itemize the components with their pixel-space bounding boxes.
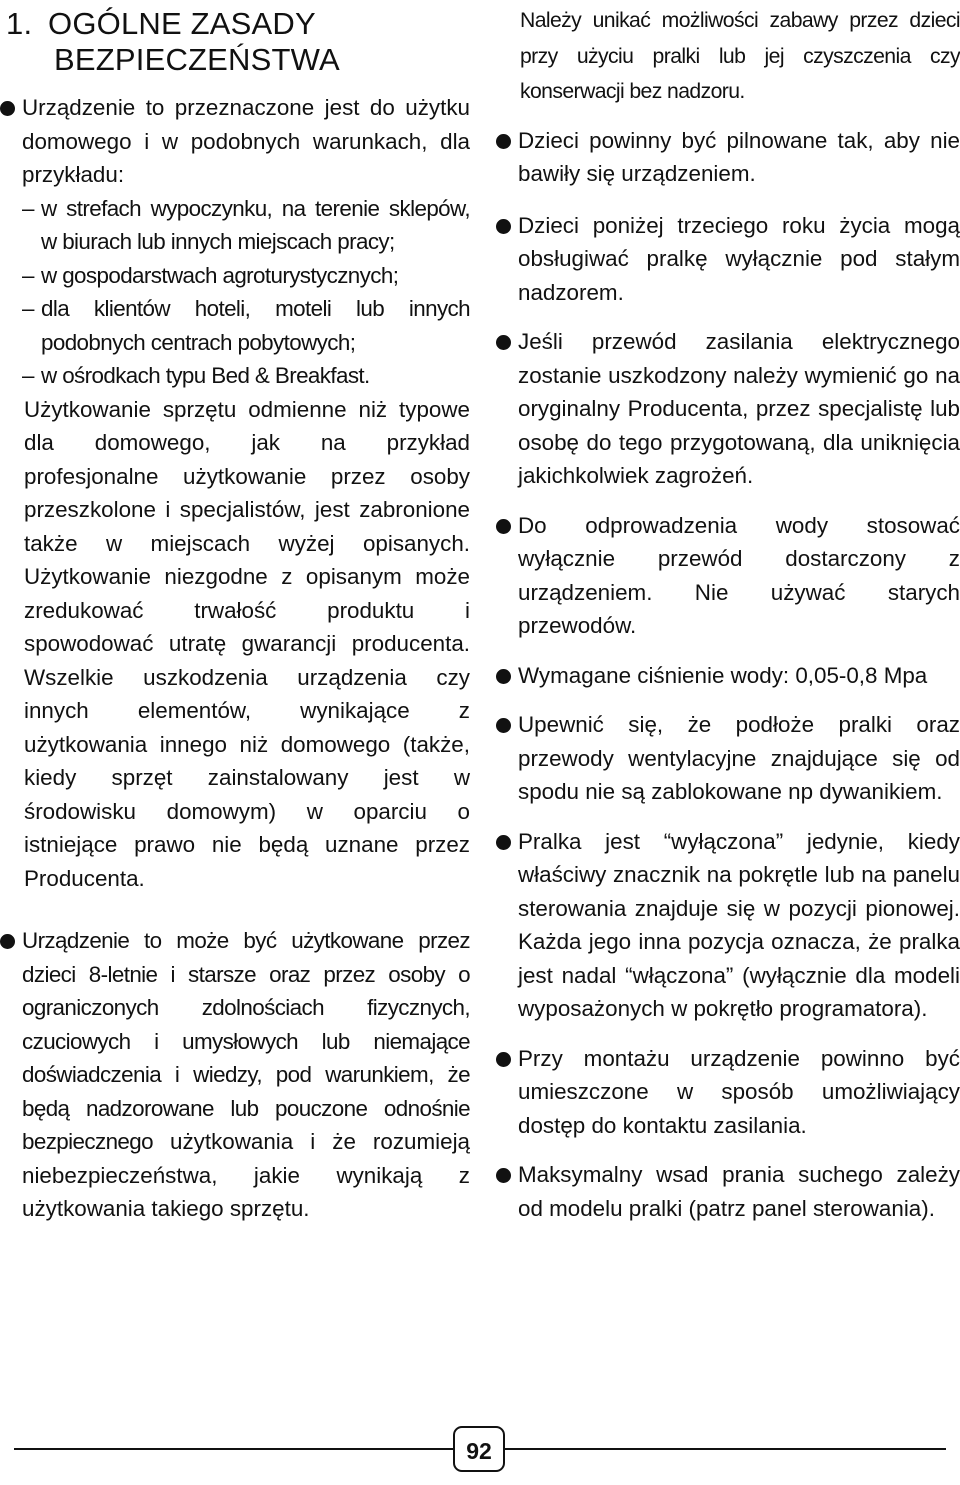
supervision-paragraph: Należy unikać możliwości zabawy przez dzieci przy użyciu pralki lub jej czyszczenia czy konserwacji bez nadzoru. — [520, 9, 960, 103]
dash-icon: – — [22, 262, 34, 288]
bullet-text: Urządzenie to może być użytkowane przez dzieci 8-letnie i starsze oraz przez osoby o ograniczonych zdolnościach fizycznych, czuciowych i umysłowych lub niemające doświadczenia i wiedzy, pod warunkiem, że będą nadzorowane lub pouczone odnośnie bezpiecznego — [22, 928, 470, 1154]
page-number-badge: 92 — [453, 1426, 505, 1472]
bullet-text: Do odprowadzenia wody stosować wyłącznie przewód dostarczony z urządzeniem. Nie używać starych przewodów. — [518, 512, 960, 638]
bullet-icon — [0, 101, 15, 116]
bullet-item-power-cord — [496, 325, 960, 493]
bullet-text: Urządzenie to przeznaczone jest do użytku domowego i w podobnych warunkach, dla przykładu: — [22, 95, 470, 187]
bullet-item-children-use — [0, 924, 470, 1226]
bullet-item-household-use — [0, 91, 470, 192]
bullet-icon — [496, 1168, 511, 1183]
bullet-item-max-load — [496, 1158, 960, 1225]
bullet-item-ventilation — [496, 708, 960, 809]
sub-item-rest-areas — [0, 192, 470, 259]
bullet-item-children-under-three — [496, 209, 960, 310]
sub-item-text: w ośrodkach typu Bed & Breakfast. — [41, 363, 370, 388]
bullet-text-continued: użytkowania i że rozumieją niebezpieczeństwa, jakie wynikają z użytkowania takiego sprzętu. — [22, 1129, 470, 1221]
dash-icon: – — [22, 363, 34, 388]
section-heading — [6, 6, 470, 78]
bullet-text: Maksymalny wsad prania suchego zależy od modelu pralki (patrz panel sterowania). — [518, 1162, 960, 1221]
dash-icon: – — [22, 296, 34, 321]
bullet-item-power-socket-access — [496, 1042, 960, 1143]
bullet-icon — [496, 835, 511, 850]
bullet-text: Przy montażu urządzenie powinno być umieszczone w sposób umożliwiający dostęp do kontaktu zasilania. — [518, 1045, 960, 1138]
sub-item-text: dla klientów hoteli, moteli lub innych podobnych centrach pobytowych; — [41, 296, 470, 355]
sub-item-text: w gospodarstwach agroturystycznych; — [41, 262, 399, 288]
sub-item-agritourism — [0, 259, 470, 293]
bullet-item-children-supervised — [496, 124, 960, 191]
section-title-line2: BEZPIECZEŃSTWA — [54, 42, 340, 77]
sub-item-hotels — [0, 292, 470, 359]
bullet-text: Dzieci powinny być pilnowane tak, aby nie bawiły się urządzeniem. — [518, 127, 960, 186]
bullet-text: Jeśli przewód zasilania elektrycznego zostanie uszkodzony należy wymienić go na oryginalny Producenta, przez specjalistę lub osobę do tego przygotowaną, dla uniknięcia jakichkolwiek zagrożeń. — [518, 329, 960, 488]
bullet-icon — [496, 519, 511, 534]
bullet-item-drain-hose — [496, 509, 960, 643]
sub-item-bed-breakfast — [0, 359, 470, 393]
usage-restrictions-paragraph: Użytkowanie sprzętu odmienne niż typowe dla domowego, jak na przykład profesjonalne użytkowanie przez osoby przeszkolone i specjalistów, jest zabronione także w miejscach wyżej opisanych. Użytkowanie niezgodne z opisanym może zredukować trwałość produktu i spowodować utratę gwarancji producenta. Wszelkie uszkodzenia urządzenia czy innych elementów, wynikające z użytkowania innego niż domowego (także, kiedy sprzęt zainstalowany jest w środowisku domowym) w oparciu o istniejące prawo nie będą uznane przez Producenta. — [24, 396, 470, 891]
dash-icon: – — [22, 195, 34, 221]
bullet-text: Upewnić się, że podłoże pralki oraz przewody wentylacyjne znajdujące się od spodu nie są zablokowane np dywanikiem. — [518, 712, 960, 804]
bullet-icon — [496, 219, 511, 234]
right-column — [496, 0, 960, 1225]
bullet-icon — [496, 1052, 511, 1067]
bullet-text: Wymagane ciśnienie wody: 0,05-0,8 Mpa — [518, 662, 928, 688]
bullet-text: Pralka jest “wyłączona” jedynie, kiedy właściwy znacznik na pokrętle lub na panelu sterowania znajduje się w pozycji pionowej. Każda jego inna pozycja oznacza, że pralka jest nadal “włączona” (wyłącznie dla modeli wyposażonych w pokrętło programatora). — [518, 828, 960, 1021]
bullet-icon — [496, 718, 511, 733]
section-title-line1: OGÓLNE ZASADY — [48, 6, 316, 41]
bullet-icon — [0, 934, 15, 949]
sub-item-text: w strefach wypoczynku, na terenie sklepów, w biurach lub innych miejscach pracy; — [41, 195, 470, 254]
bullet-icon — [496, 669, 511, 684]
bullet-item-water-pressure — [496, 659, 960, 693]
bullet-icon — [496, 335, 511, 350]
left-column — [0, 0, 470, 1226]
bullet-item-switched-off — [496, 825, 960, 1026]
bullet-icon — [496, 134, 511, 149]
section-number: 1. — [6, 6, 33, 41]
bullet-text: Dzieci poniżej trzeciego roku życia mogą obsługiwać pralkę wyłącznie pod stałym nadzorem. — [518, 212, 960, 305]
